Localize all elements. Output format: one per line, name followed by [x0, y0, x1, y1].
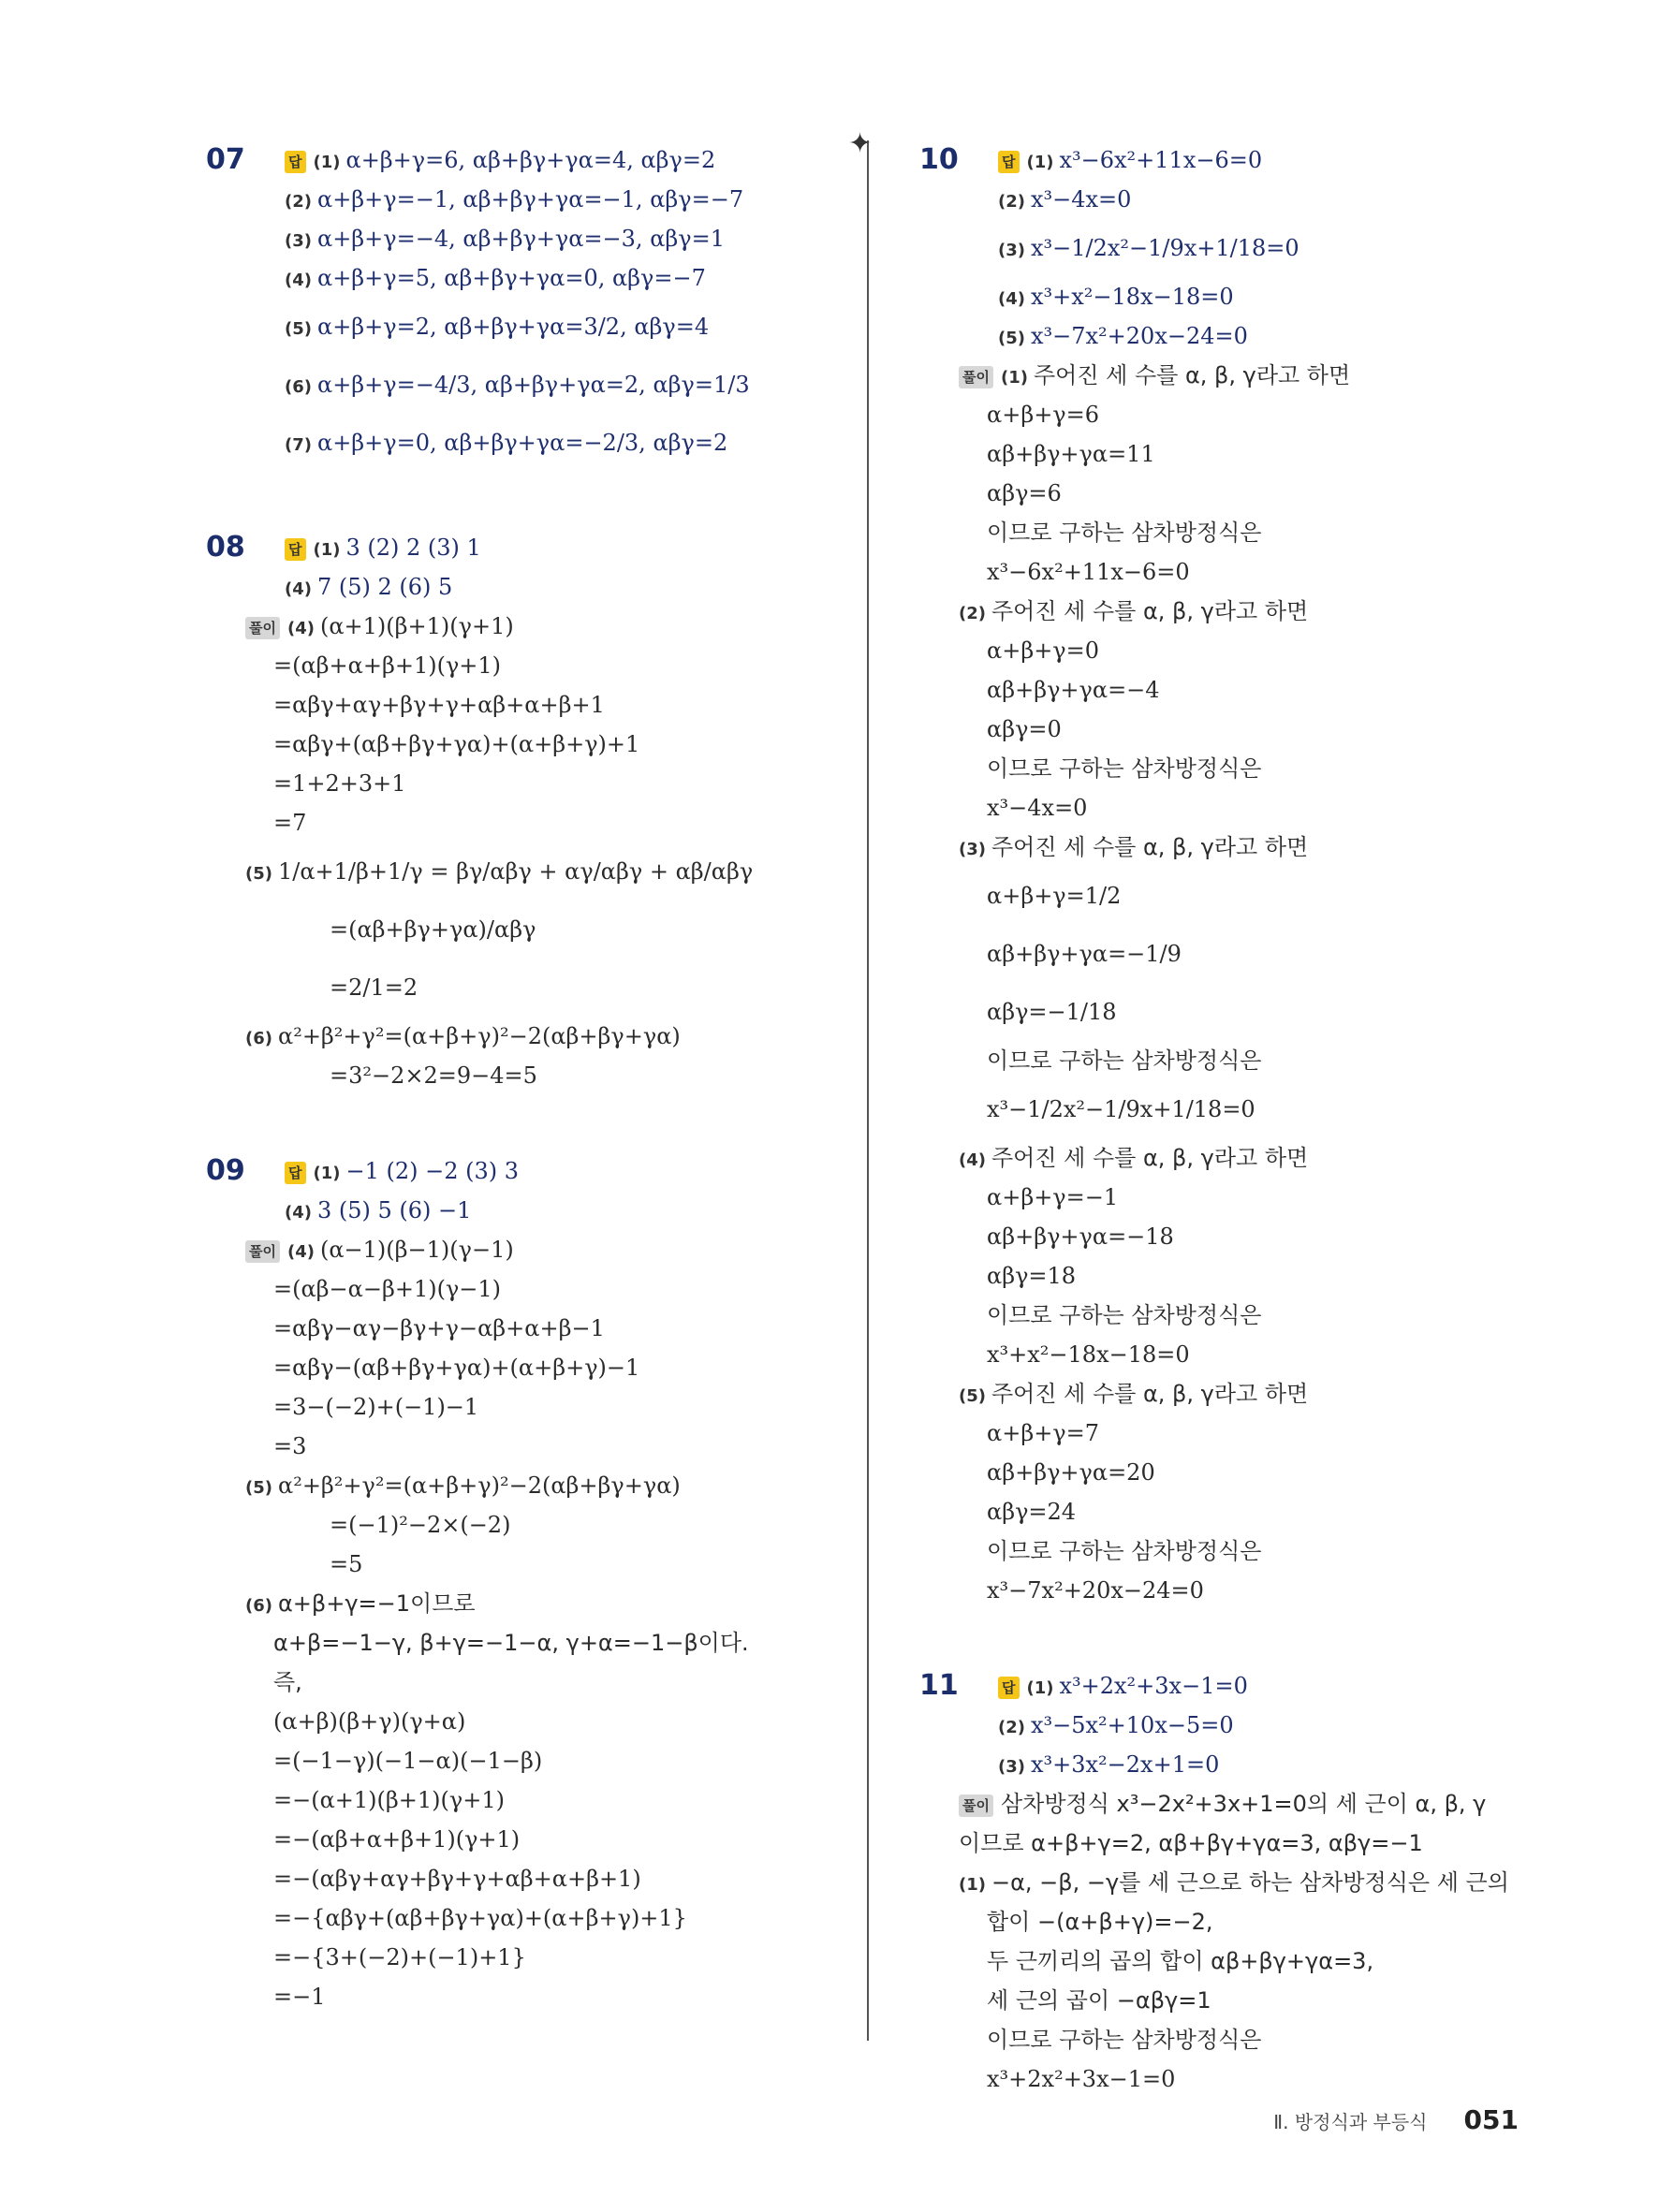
solution-text: =αβγ+(αβ+βγ+γα)+(α+β+γ)+1	[273, 731, 640, 757]
problem-number: 08	[206, 531, 245, 564]
answer-text: 3 (2) 2 (3) 1	[345, 535, 481, 561]
line-step	[206, 1741, 824, 1780]
solution-text: x³−1/2x²−1/9x+1/18=0	[987, 1096, 1255, 1122]
solution-text: 이므로 α+β+γ=2, αβ+βγ+γα=3, αβγ=−1	[959, 1830, 1423, 1856]
line-rstep	[919, 1296, 1556, 1335]
line-step3	[206, 1545, 824, 1584]
solution-text: 주어진 세 수를 α, β, γ라고 하면	[991, 598, 1309, 624]
item-label: (1)	[313, 540, 341, 560]
solution-text: =−1	[273, 1984, 326, 2010]
solution-text: α+β+γ=7	[987, 1420, 1100, 1446]
solution-text: αβγ=0	[987, 716, 1062, 742]
solution-text: α²+β²+γ²=(α+β+γ)²−2(αβ+βγ+γα)	[277, 1472, 681, 1499]
line-step	[206, 764, 824, 803]
problem-08	[206, 528, 824, 1095]
solution-text: α+β+γ=0	[987, 637, 1100, 664]
line-step	[206, 725, 824, 764]
line-rstep	[919, 788, 1556, 828]
solution-text: αβ+βγ+γα=11	[987, 441, 1155, 467]
line-step	[206, 1702, 824, 1741]
answer-text: x³+3x²−2x+1=0	[1030, 1751, 1220, 1778]
problem-10	[919, 140, 1556, 1610]
line-sol	[206, 1230, 824, 1269]
line-answer	[206, 219, 824, 258]
line-sub	[206, 1466, 824, 1505]
item-label: (4)	[285, 1203, 312, 1223]
solution-text: α+β=−1−γ, β+γ=−1−α, γ+α=−1−β이다.	[273, 1630, 749, 1656]
line-rsub	[919, 592, 1556, 631]
line-rstep	[919, 710, 1556, 749]
line-answer	[919, 1706, 1556, 1745]
right-column	[919, 140, 1556, 2155]
line-answer	[206, 528, 824, 567]
line-rstep	[919, 631, 1556, 670]
solution-tag: 풀이	[959, 366, 993, 388]
item-label: (6)	[245, 1596, 272, 1616]
solution-text: αβ+βγ+γα=20	[987, 1459, 1155, 1486]
solution-text: (α+β)(β+γ)(γ+α)	[273, 1708, 466, 1735]
line-step	[206, 803, 824, 842]
line-answer	[919, 277, 1556, 316]
answer-text: α+β+γ=−4/3, αβ+βγ+γα=2, αβγ=1/3	[316, 372, 750, 398]
line-rstep	[919, 1453, 1556, 1492]
solution-text: αβγ=18	[987, 1263, 1077, 1289]
solution-text: 이므로 구하는 삼차방정식은	[987, 755, 1262, 782]
answer-tag: 답	[998, 151, 1020, 173]
line-step	[206, 1898, 824, 1938]
line-step	[206, 1859, 824, 1898]
line-rstep	[919, 1492, 1556, 1531]
solution-text: α+β+γ=6	[987, 402, 1100, 428]
solution-text: αβ+βγ+γα=−18	[987, 1223, 1174, 1250]
answer-text: α+β+γ=−1, αβ+βγ+γα=−1, αβγ=−7	[316, 186, 744, 212]
answer-text: α+β+γ=0, αβ+βγ+γα=−2/3, αβγ=2	[316, 430, 728, 456]
line-answer	[919, 140, 1556, 180]
item-label: (2)	[959, 604, 986, 623]
line-sub	[206, 1584, 824, 1623]
solution-text: x³−7x²+20x−24=0	[987, 1577, 1204, 1604]
solution-text: 1/α+1/β+1/γ = βγ/αβγ + αγ/αβγ + αβ/αβγ	[277, 858, 754, 885]
solution-text: αβ+βγ+γα=−4	[987, 677, 1160, 703]
line-rsub	[919, 828, 1556, 867]
solution-text: (α+1)(β+1)(γ+1)	[319, 613, 514, 639]
item-label: (2)	[998, 192, 1025, 212]
line-step3	[206, 1505, 824, 1545]
item-label: (6)	[285, 377, 312, 397]
line-step	[206, 1780, 824, 1820]
solution-text: =2/1=2	[330, 974, 418, 1001]
item-label: (3)	[959, 840, 986, 859]
line-answer	[919, 219, 1556, 277]
problem-number: 09	[206, 1154, 245, 1187]
solution-text: (α−1)(β−1)(γ−1)	[319, 1237, 514, 1263]
answer-text: α+β+γ=2, αβ+βγ+γα=3/2, αβγ=4	[316, 314, 710, 340]
line-sol	[919, 1784, 1556, 1824]
solution-text: =αβγ−αγ−βγ+γ−αβ+α+β−1	[273, 1315, 605, 1341]
solution-text: =1+2+3+1	[273, 770, 406, 797]
answer-tag: 답	[285, 538, 306, 561]
solution-text: x³−4x=0	[987, 795, 1088, 821]
line-step	[206, 1269, 824, 1309]
solution-tag: 풀이	[959, 1795, 993, 1817]
line-rstep	[919, 867, 1556, 925]
problem-number: 10	[919, 143, 959, 176]
solution-text: α²+β²+γ²=(α+β+γ)²−2(αβ+βγ+γα)	[277, 1023, 681, 1049]
line-step	[206, 1427, 824, 1466]
answer-tag: 답	[285, 151, 306, 173]
answer-text: x³−7x²+20x−24=0	[1030, 323, 1248, 349]
line-answer	[206, 567, 824, 607]
answer-text: 7 (5) 2 (6) 5	[316, 574, 453, 600]
item-label: (4)	[998, 289, 1025, 309]
solution-text: αβγ=−1/18	[987, 999, 1117, 1025]
solution-text: 세 근의 곱이 −αβγ=1	[987, 1987, 1211, 2014]
solution-text: 이므로 구하는 삼차방정식은	[987, 1047, 1262, 1074]
line-answer	[919, 1745, 1556, 1784]
line-step	[206, 1387, 824, 1427]
solution-text: =αβγ−(αβ+βγ+γα)+(α+β+γ)−1	[273, 1355, 640, 1381]
page-number: 051	[1463, 2104, 1519, 2135]
line-rstep	[919, 552, 1556, 592]
line-rplain	[919, 1824, 1556, 1863]
solution-tag: 풀이	[245, 1240, 280, 1263]
line-answer	[206, 258, 824, 298]
solution-text: =3	[273, 1433, 307, 1459]
line-step2	[206, 959, 824, 1017]
line-rstep	[919, 1178, 1556, 1217]
item-label: (4)	[285, 579, 312, 599]
solution-text: =(αβ+α+β+1)(γ+1)	[273, 652, 502, 679]
item-label: (2)	[998, 1718, 1025, 1737]
line-rsub	[919, 1374, 1556, 1414]
item-label: (3)	[285, 231, 312, 251]
item-label: (2)	[285, 192, 312, 212]
line-rstep	[919, 1531, 1556, 1571]
line-step	[206, 1348, 824, 1387]
solution-text: 이므로 구하는 삼차방정식은	[987, 2027, 1262, 2053]
problem-number: 07	[206, 143, 245, 176]
line-rstep	[919, 395, 1556, 434]
solution-text: 두 근끼리의 곱의 합이 αβ+βγ+γα=3,	[987, 1948, 1374, 1974]
solution-text: 삼차방정식 x³−2x²+3x+1=0의 세 근이 α, β, γ	[1000, 1791, 1487, 1817]
line-step	[206, 646, 824, 685]
solution-text: =3²−2×2=9−4=5	[330, 1062, 537, 1089]
solution-text: 즉,	[273, 1669, 302, 1695]
solution-text: αβγ=6	[987, 480, 1062, 506]
answer-text: x³−5x²+10x−5=0	[1030, 1712, 1234, 1738]
line-step	[206, 1309, 824, 1348]
line-rstep	[919, 1902, 1556, 1941]
line-rstep	[919, 1256, 1556, 1296]
solution-text: 주어진 세 수를 α, β, γ라고 하면	[991, 1381, 1309, 1407]
line-answer	[919, 316, 1556, 356]
answer-tag: 답	[285, 1162, 306, 1184]
line-answer	[206, 414, 824, 472]
solution-text: 주어진 세 수를 α, β, γ라고 하면	[1033, 362, 1351, 388]
line-step	[206, 1820, 824, 1859]
solution-text: 주어진 세 수를 α, β, γ라고 하면	[991, 834, 1309, 860]
item-label: (3)	[998, 1757, 1025, 1777]
problem-11	[919, 1666, 1556, 2099]
line-answer	[206, 356, 824, 414]
solution-text: =(−1)²−2×(−2)	[330, 1512, 511, 1538]
solution-text: αβγ=24	[987, 1499, 1077, 1525]
line-rstep	[919, 1981, 1556, 2020]
line-step3	[206, 1056, 824, 1095]
line-rstep	[919, 1041, 1556, 1080]
column-divider	[867, 140, 869, 2041]
line-rstep	[919, 1080, 1556, 1138]
item-label: (1)	[1026, 1678, 1054, 1698]
line-step	[206, 1623, 824, 1663]
line-sol	[206, 607, 824, 646]
problem-07	[206, 140, 824, 472]
solution-text: =3−(−2)+(−1)−1	[273, 1394, 479, 1420]
divider-ornament-icon: ✦	[848, 127, 873, 160]
answer-text: x³−1/2x²−1/9x+1/18=0	[1030, 235, 1299, 261]
answer-tag: 답	[998, 1677, 1020, 1699]
problem-09	[206, 1151, 824, 2016]
solution-text: =−{3+(−2)+(−1)+1}	[273, 1944, 526, 1970]
line-answer	[206, 140, 824, 180]
solution-text: α+β+γ=1/2	[987, 883, 1122, 909]
line-answer	[206, 1191, 824, 1230]
answer-text: x³+x²−18x−18=0	[1030, 284, 1234, 310]
solution-text: 주어진 세 수를 α, β, γ라고 하면	[991, 1145, 1309, 1171]
solution-text: =−(αβ+α+β+1)(γ+1)	[273, 1826, 521, 1853]
line-rstep	[919, 2020, 1556, 2059]
line-rstep	[919, 434, 1556, 474]
line-step	[206, 1938, 824, 1977]
item-label: (1)	[313, 153, 341, 172]
line-step	[206, 1977, 824, 2016]
solution-text: =αβγ+αγ+βγ+γ+αβ+α+β+1	[273, 692, 605, 718]
solution-text: α+β+γ=−1	[987, 1184, 1119, 1210]
item-label: (1)	[1026, 153, 1054, 172]
answer-text: −1 (2) −2 (3) 3	[345, 1158, 520, 1184]
line-rstep	[919, 1571, 1556, 1610]
answer-text: α+β+γ=−4, αβ+βγ+γα=−3, αβγ=1	[316, 226, 725, 252]
item-label: (5)	[245, 864, 272, 884]
answer-text: x³+2x²+3x−1=0	[1059, 1673, 1248, 1699]
line-step	[206, 685, 824, 725]
solution-text: 이므로 구하는 삼차방정식은	[987, 520, 1262, 546]
solution-text: =(αβ−α−β+1)(γ−1)	[273, 1276, 502, 1302]
solution-text: =(αβ+βγ+γα)/αβγ	[330, 916, 536, 943]
line-step	[206, 1663, 824, 1702]
solution-text: α+β+γ=−1이므로	[277, 1590, 476, 1617]
solution-text: x³−6x²+11x−6=0	[987, 559, 1190, 585]
line-rsub	[919, 1863, 1556, 1902]
solution-text: =7	[273, 810, 307, 836]
solution-text: =5	[330, 1551, 363, 1577]
line-rstep	[919, 474, 1556, 513]
chapter-title: Ⅱ. 방정식과 부등식	[1273, 2111, 1428, 2133]
solution-text: −α, −β, −γ를 세 근으로 하는 삼차방정식은 세 근의	[991, 1869, 1509, 1896]
line-sol	[919, 356, 1556, 395]
line-answer	[206, 180, 824, 219]
line-rstep	[919, 1941, 1556, 1981]
line-rstep	[919, 2059, 1556, 2099]
line-rsub	[919, 1138, 1556, 1178]
left-column	[206, 140, 824, 2073]
line-step2	[206, 901, 824, 959]
line-answer	[206, 298, 824, 356]
solution-text: =−(α+1)(β+1)(γ+1)	[273, 1787, 505, 1813]
item-label: (5)	[245, 1478, 272, 1498]
solution-text: x³+2x²+3x−1=0	[987, 2066, 1176, 2092]
line-rstep	[919, 1217, 1556, 1256]
item-label: (4)	[286, 619, 315, 638]
item-label: (5)	[998, 329, 1025, 348]
solution-tag: 풀이	[245, 617, 280, 639]
item-label: (1)	[313, 1164, 341, 1183]
item-label: (5)	[285, 319, 312, 339]
item-label: (4)	[959, 1150, 986, 1170]
item-label: (4)	[285, 271, 312, 290]
line-rstep	[919, 1414, 1556, 1453]
line-rstep	[919, 925, 1556, 983]
line-answer	[206, 1151, 824, 1191]
item-label: (5)	[959, 1386, 986, 1406]
item-label: (1)	[1000, 368, 1028, 388]
line-rstep	[919, 513, 1556, 552]
answer-text: α+β+γ=6, αβ+βγ+γα=4, αβγ=2	[345, 147, 716, 173]
line-rstep	[919, 1335, 1556, 1374]
item-label: (3)	[998, 241, 1025, 260]
solution-text: x³+x²−18x−18=0	[987, 1341, 1190, 1368]
item-label: (7)	[285, 435, 312, 455]
solution-text: 이므로 구하는 삼차방정식은	[987, 1538, 1262, 1564]
solution-text: 합이 −(α+β+γ)=−2,	[987, 1909, 1213, 1935]
line-sub	[206, 1017, 824, 1056]
line-rstep	[919, 670, 1556, 710]
solution-text: 이므로 구하는 삼차방정식은	[987, 1302, 1262, 1328]
line-sub	[206, 842, 824, 901]
page-footer	[1273, 2104, 1519, 2135]
item-label: (6)	[245, 1029, 272, 1048]
solution-text: =−{αβγ+(αβ+βγ+γα)+(α+β+γ)+1}	[273, 1905, 687, 1931]
problem-number: 11	[919, 1669, 959, 1702]
item-label: (4)	[286, 1242, 315, 1262]
answer-text: α+β+γ=5, αβ+βγ+γα=0, αβγ=−7	[316, 265, 706, 291]
solution-text: =(−1−γ)(−1−α)(−1−β)	[273, 1748, 543, 1774]
answer-text: x³−6x²+11x−6=0	[1059, 147, 1263, 173]
answer-text: 3 (5) 5 (6) −1	[316, 1197, 472, 1223]
line-answer	[919, 180, 1556, 219]
solution-text: =−(αβγ+αγ+βγ+γ+αβ+α+β+1)	[273, 1866, 641, 1892]
answer-text: x³−4x=0	[1030, 186, 1132, 212]
line-rstep	[919, 749, 1556, 788]
line-rstep	[919, 983, 1556, 1041]
line-answer	[919, 1666, 1556, 1706]
item-label: (1)	[959, 1875, 986, 1895]
solution-text: αβ+βγ+γα=−1/9	[987, 941, 1182, 967]
